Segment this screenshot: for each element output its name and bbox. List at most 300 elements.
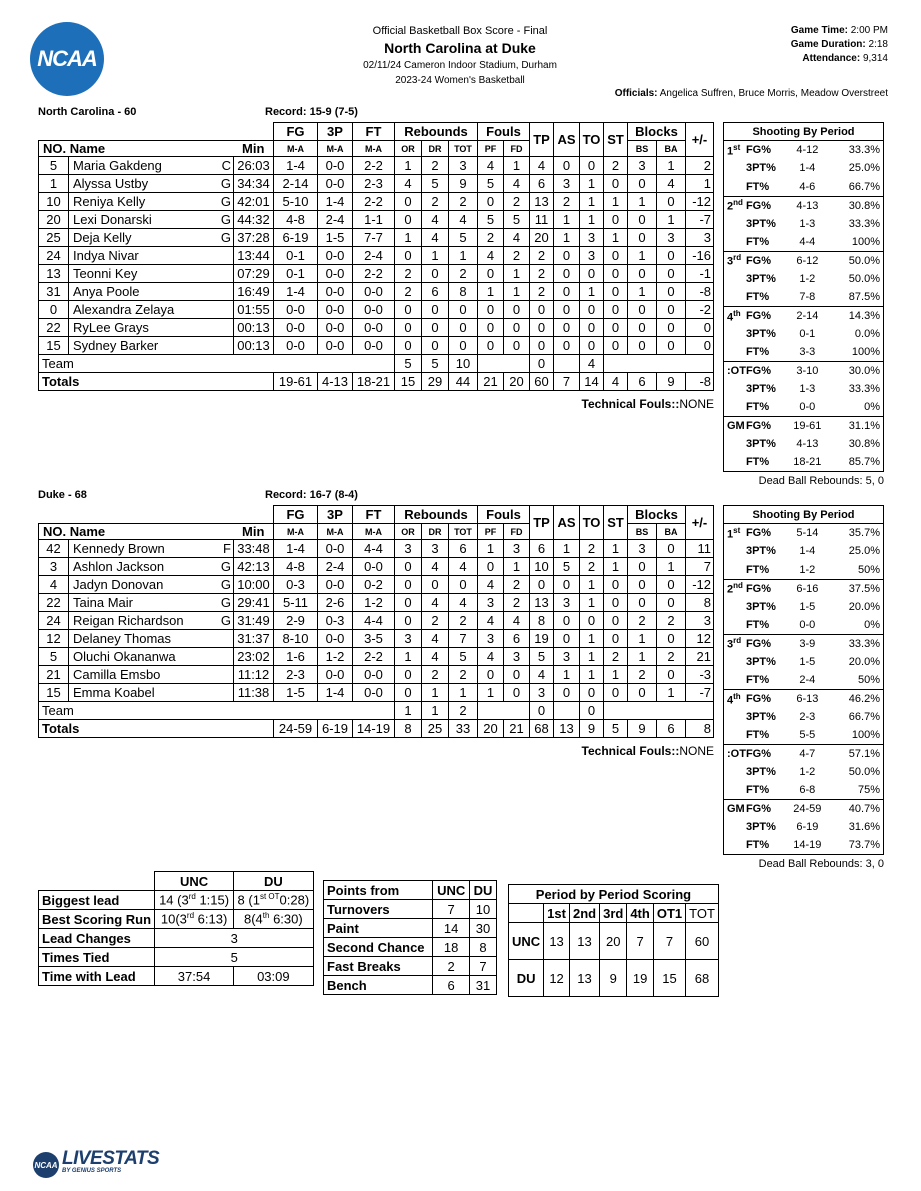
player-dr: 1 — [422, 247, 449, 265]
player-name: Deja Kelly — [69, 229, 219, 247]
team-row — [39, 355, 714, 373]
points-from-unc: 7 — [433, 900, 470, 919]
sbp-row — [724, 454, 884, 472]
player-name: Alyssa Ustby — [69, 175, 219, 193]
dead-ball-rebounds: Dead Ball Rebounds: 3, 0 — [758, 858, 884, 871]
player-pm: -16 — [686, 247, 714, 265]
player-tot: 5 — [449, 229, 478, 247]
player-row — [39, 666, 714, 684]
points-from-du: 31 — [470, 976, 497, 995]
player-pf: 1 — [478, 283, 504, 301]
team-section-unc — [38, 106, 714, 411]
sbp-row — [724, 233, 884, 251]
sbp-made-attempted: 4-7 — [784, 745, 831, 763]
technical-fouls — [38, 397, 714, 411]
player-number: 31 — [39, 283, 69, 301]
period-score: 68 — [686, 960, 719, 997]
player-tp3: 0-0 — [318, 630, 353, 648]
period-team: UNC — [509, 923, 544, 960]
player-number: 1 — [39, 175, 69, 193]
totals-tot: 33 — [449, 720, 478, 738]
as-header: AS — [554, 123, 580, 157]
points-from-unc: 2 — [433, 957, 470, 976]
player-ba: 0 — [657, 283, 686, 301]
player-pm: 12 — [686, 630, 714, 648]
player-dr: 0 — [422, 301, 449, 319]
player-pf: 0 — [478, 666, 504, 684]
player-position: C — [219, 157, 234, 175]
player-tp3: 0-0 — [318, 247, 353, 265]
period-score: 20 — [600, 923, 627, 960]
sbp-made-attempted: 4-12 — [796, 144, 819, 157]
sbp-period — [724, 653, 746, 671]
sbp-stat-label: FT% — [745, 839, 770, 852]
fg-ma-header: M-A — [274, 524, 318, 540]
dr-header: DR — [422, 524, 449, 540]
sbp-stat-label: 3PT% — [745, 272, 776, 285]
sbp-percentage: 30.0% — [831, 362, 884, 380]
player-or: 3 — [395, 630, 422, 648]
player-name: Sydney Barker — [69, 337, 219, 355]
player-bs: 0 — [628, 265, 657, 283]
game-time-label: Game Time: — [790, 25, 848, 36]
no-name-header: NO. Name — [39, 141, 234, 157]
player-dr: 4 — [422, 594, 449, 612]
sbp-row — [724, 196, 884, 214]
sbp-made-attempted: 19-61 — [784, 417, 831, 435]
sbp-row — [724, 380, 884, 398]
player-ba: 0 — [657, 540, 686, 558]
points-from-unc: 14 — [433, 919, 470, 938]
player-to: 3 — [580, 247, 604, 265]
totals-fd: 20 — [504, 373, 530, 391]
player-ba: 1 — [657, 211, 686, 229]
player-to: 2 — [580, 540, 604, 558]
player-fd: 4 — [504, 229, 530, 247]
sbp-stat-label: FG% — [746, 579, 784, 597]
period-score: 9 — [600, 960, 627, 997]
sbp-period — [724, 380, 746, 398]
sbp-period — [724, 398, 746, 416]
period-scoring-table — [508, 884, 719, 997]
sbp-percentage: 46.2% — [831, 689, 884, 707]
player-fg: 8-10 — [274, 630, 318, 648]
ncaa-small-logo: NCAA — [33, 1152, 59, 1178]
player-position — [219, 265, 234, 283]
player-fd: 0 — [504, 337, 530, 355]
player-to: 0 — [580, 301, 604, 319]
team-or: 1 — [395, 702, 422, 720]
sbp-percentage: 20.0% — [848, 655, 880, 668]
sbp-percentage: 31.1% — [831, 417, 884, 435]
time-lead-unc: 37:54 — [155, 967, 233, 986]
player-pm: 8 — [686, 594, 714, 612]
player-name: Taina Mair — [69, 594, 219, 612]
player-fd: 6 — [504, 630, 530, 648]
player-pf: 1 — [478, 540, 504, 558]
technical-fouls — [38, 744, 714, 758]
sbp-row — [724, 306, 884, 324]
sbp-percentage: 66.7% — [848, 710, 880, 723]
sbp-stat-label: FG% — [746, 362, 784, 380]
fouls-header: Fouls — [478, 123, 530, 141]
player-pf: 2 — [478, 229, 504, 247]
period-score: 60 — [686, 923, 719, 960]
player-tp: 4 — [530, 666, 554, 684]
player-pm: -7 — [686, 684, 714, 702]
player-tp3: 1-4 — [318, 193, 353, 211]
player-position — [219, 684, 234, 702]
player-bs: 2 — [628, 612, 657, 630]
sbp-percentage: 87.5% — [848, 290, 880, 303]
blank-header — [39, 123, 274, 141]
player-bs: 0 — [628, 229, 657, 247]
totals-pf: 21 — [478, 373, 504, 391]
player-fg: 5-11 — [274, 594, 318, 612]
player-tp: 13 — [530, 193, 554, 211]
team-or: 5 — [395, 355, 422, 373]
sbp-percentage: 57.1% — [831, 745, 884, 763]
or-header: OR — [395, 524, 422, 540]
fd-header: FD — [504, 141, 530, 157]
times-tied: 5 — [155, 948, 314, 967]
shooting-by-period-duke — [723, 505, 884, 870]
sbp-made-attempted: 0-0 — [799, 618, 816, 631]
sbp-period-suffix: th — [733, 691, 741, 701]
player-pm: -12 — [686, 193, 714, 211]
player-name: Alexandra Zelaya — [69, 301, 219, 319]
player-bs: 0 — [628, 558, 657, 576]
player-bs: 3 — [628, 157, 657, 175]
sbp-row — [724, 362, 884, 380]
player-as: 0 — [554, 576, 580, 594]
sbp-percentage: 14.3% — [831, 306, 884, 324]
player-bs: 1 — [628, 630, 657, 648]
sbp-period — [724, 542, 746, 560]
sbp-made-attempted: 1-3 — [799, 217, 816, 230]
player-ft: 0-0 — [353, 666, 395, 684]
totals-label: Totals — [39, 720, 274, 738]
ft-ma-header: M-A — [353, 141, 395, 157]
sbp-made-attempted: 0-0 — [799, 401, 816, 414]
box-score-table — [38, 505, 714, 738]
player-st: 1 — [604, 666, 628, 684]
player-as: 0 — [554, 157, 580, 175]
sbp-made-attempted: 2-3 — [799, 710, 816, 723]
bs-header: BS — [628, 141, 657, 157]
player-as: 0 — [554, 612, 580, 630]
player-fd: 0 — [504, 684, 530, 702]
player-as: 1 — [554, 666, 580, 684]
sbp-row — [724, 343, 884, 361]
sbp-made-attempted: 1-5 — [799, 600, 816, 613]
player-st: 0 — [604, 301, 628, 319]
player-or: 2 — [395, 265, 422, 283]
player-pm: -7 — [686, 211, 714, 229]
sbp-made-attempted: 3-10 — [784, 362, 831, 380]
lead-changes-label: Lead Changes — [39, 929, 155, 948]
player-st: 1 — [604, 229, 628, 247]
sbp-made-attempted: 3-9 — [784, 634, 831, 652]
ft-header: FT — [353, 123, 395, 141]
sbp-made-attempted: 24-59 — [784, 800, 831, 818]
game-stats-table — [38, 871, 314, 986]
sbp-period — [724, 745, 746, 763]
totals-bs: 9 — [628, 720, 657, 738]
totals-dr: 29 — [422, 373, 449, 391]
livestats-brand: LIVESTATS — [62, 1148, 160, 1169]
player-ba: 0 — [657, 319, 686, 337]
sbp-stat-label: 3PT% — [745, 438, 776, 451]
player-name: Kennedy Brown — [69, 540, 219, 558]
team-record: Record: 16-7 (8-4) — [265, 489, 358, 501]
sbp-made-attempted: 6-16 — [784, 579, 831, 597]
player-tp3: 1-5 — [318, 229, 353, 247]
player-ft: 1-2 — [353, 594, 395, 612]
sbp-period — [724, 616, 746, 634]
sbp-row — [724, 251, 884, 269]
sbp-period-label: 3 — [727, 256, 734, 268]
team-row — [39, 702, 714, 720]
player-tp3: 0-0 — [318, 265, 353, 283]
points-from-header-unc: UNC — [433, 881, 470, 900]
blank-header — [39, 506, 274, 524]
player-ba: 0 — [657, 666, 686, 684]
player-as: 0 — [554, 630, 580, 648]
min-header: Min — [234, 524, 274, 540]
player-fg: 1-6 — [274, 648, 318, 666]
team-rest-blank — [604, 702, 714, 720]
player-number: 10 — [39, 193, 69, 211]
period-scoring-row — [509, 960, 719, 997]
player-ft: 0-2 — [353, 576, 395, 594]
team-fouls-blank — [478, 702, 530, 720]
technical-fouls-value: NONE — [679, 397, 714, 411]
sbp-percentage: 0.0% — [854, 327, 880, 340]
period-score: 13 — [544, 923, 570, 960]
box-score-table — [38, 122, 714, 391]
player-ft: 0-0 — [353, 319, 395, 337]
player-name: RyLee Grays — [69, 319, 219, 337]
sbp-percentage: 40.7% — [831, 800, 884, 818]
player-as: 1 — [554, 540, 580, 558]
player-tp3: 0-0 — [318, 576, 353, 594]
livestats-sub: BY GENIUS SPORTS — [62, 1168, 122, 1174]
sbp-period — [724, 435, 746, 453]
period-score: 7 — [653, 923, 685, 960]
player-pm: 3 — [686, 229, 714, 247]
3p-header: 3P — [318, 123, 353, 141]
player-dr: 6 — [422, 283, 449, 301]
times-tied-label: Times Tied — [39, 948, 155, 967]
player-or: 0 — [395, 594, 422, 612]
sbp-row — [724, 616, 884, 634]
points-from-row — [324, 919, 497, 938]
player-or: 4 — [395, 175, 422, 193]
3p-header: 3P — [318, 506, 353, 524]
totals-pm: -8 — [686, 373, 714, 391]
player-number: 20 — [39, 211, 69, 229]
sbp-stat-label: FG% — [746, 634, 784, 652]
sbp-made-attempted: 6-12 — [784, 251, 831, 269]
player-pm: -8 — [686, 283, 714, 301]
player-ba: 0 — [657, 301, 686, 319]
player-tp: 20 — [530, 229, 554, 247]
player-ft: 0-0 — [353, 301, 395, 319]
no-name-header: NO. Name — [39, 524, 234, 540]
sbp-stat-label: FT% — [745, 346, 770, 359]
sbp-percentage: 33.3% — [848, 217, 880, 230]
player-row — [39, 175, 714, 193]
player-tot: 4 — [449, 558, 478, 576]
player-tp3: 2-4 — [318, 211, 353, 229]
player-bs: 0 — [628, 594, 657, 612]
player-minutes: 07:29 — [234, 265, 274, 283]
player-position — [219, 319, 234, 337]
player-bs: 0 — [628, 684, 657, 702]
player-name: Delaney Thomas — [69, 630, 219, 648]
sbp-stat-label: FT% — [745, 784, 770, 797]
player-ba: 1 — [657, 684, 686, 702]
player-row — [39, 211, 714, 229]
player-row — [39, 612, 714, 630]
player-st: 2 — [604, 157, 628, 175]
player-pf: 0 — [478, 337, 504, 355]
player-dr: 1 — [422, 684, 449, 702]
sbp-period — [724, 837, 746, 855]
player-fg: 2-14 — [274, 175, 318, 193]
plus-minus-header: +/- — [686, 506, 714, 540]
sbp-made-attempted: 0-1 — [799, 327, 816, 340]
sbp-row — [724, 818, 884, 836]
player-fg: 6-19 — [274, 229, 318, 247]
header-row-1 — [39, 123, 714, 141]
sbp-made-attempted: 4-4 — [799, 235, 816, 248]
player-tot: 0 — [449, 301, 478, 319]
player-row — [39, 558, 714, 576]
player-tot: 2 — [449, 666, 478, 684]
player-fd: 0 — [504, 319, 530, 337]
bs-header: BS — [628, 524, 657, 540]
player-ba: 0 — [657, 576, 686, 594]
player-pm: -1 — [686, 265, 714, 283]
points-from-unc: 6 — [433, 976, 470, 995]
points-from-label: Bench — [324, 976, 433, 995]
points-from-unc: 18 — [433, 938, 470, 957]
player-tp: 2 — [530, 265, 554, 283]
player-fd: 2 — [504, 193, 530, 211]
period-header: TOT — [686, 904, 719, 923]
player-minutes: 23:02 — [234, 648, 274, 666]
player-bs: 2 — [628, 666, 657, 684]
period-header: 2nd — [569, 904, 599, 923]
player-tp3: 0-0 — [318, 666, 353, 684]
sbp-stat-label: FG% — [745, 527, 772, 540]
ba-header: BA — [657, 141, 686, 157]
player-tp: 0 — [530, 319, 554, 337]
player-fg: 0-3 — [274, 576, 318, 594]
player-ft: 2-2 — [353, 157, 395, 175]
player-number: 24 — [39, 247, 69, 265]
sbp-made-attempted: 1-5 — [799, 655, 816, 668]
player-ft: 2-3 — [353, 175, 395, 193]
sbp-stat-label: FT% — [745, 180, 770, 193]
player-dr: 0 — [422, 265, 449, 283]
player-to: 1 — [580, 630, 604, 648]
team-to: 4 — [580, 355, 604, 373]
sbp-period — [724, 818, 746, 836]
player-to: 0 — [580, 337, 604, 355]
ncaa-logo — [30, 22, 104, 96]
sbp-made-attempted: 4-13 — [784, 196, 831, 214]
team-row-label: Team — [39, 702, 395, 720]
player-pf: 4 — [478, 612, 504, 630]
sbp-made-attempted: 1-2 — [799, 766, 816, 779]
player-pm: -3 — [686, 666, 714, 684]
technical-fouls-label: Technical Fouls:: — [581, 744, 680, 758]
player-or: 0 — [395, 684, 422, 702]
sbp-made-attempted: 6-19 — [796, 821, 819, 834]
player-pf: 0 — [478, 301, 504, 319]
sbp-stat-label: 3PT% — [745, 217, 776, 230]
player-fg: 4-8 — [274, 211, 318, 229]
ft-header: FT — [353, 506, 395, 524]
player-tot: 7 — [449, 630, 478, 648]
fg-ma-header: M-A — [274, 141, 318, 157]
player-position — [219, 247, 234, 265]
sbp-row — [724, 417, 884, 435]
player-row — [39, 630, 714, 648]
player-st: 2 — [604, 648, 628, 666]
sbp-title-row — [724, 506, 884, 524]
player-minutes: 00:13 — [234, 319, 274, 337]
pf-header: PF — [478, 141, 504, 157]
player-to: 3 — [580, 229, 604, 247]
player-as: 1 — [554, 211, 580, 229]
player-tp: 19 — [530, 630, 554, 648]
player-tp: 4 — [530, 157, 554, 175]
player-st: 0 — [604, 594, 628, 612]
points-from-label: Fast Breaks — [324, 957, 433, 976]
player-minutes: 16:49 — [234, 283, 274, 301]
player-st: 1 — [604, 558, 628, 576]
player-tp: 11 — [530, 211, 554, 229]
player-or: 0 — [395, 247, 422, 265]
player-to: 0 — [580, 319, 604, 337]
player-st: 0 — [604, 283, 628, 301]
team-header-row — [38, 106, 714, 122]
player-tot: 2 — [449, 612, 478, 630]
sbp-period — [724, 597, 746, 615]
sbp-made-attempted: 1-3 — [799, 383, 816, 396]
player-number: 21 — [39, 666, 69, 684]
or-header: OR — [395, 141, 422, 157]
sbp-stat-label: 3PT% — [745, 545, 776, 558]
player-or: 0 — [395, 337, 422, 355]
sbp-row — [724, 159, 884, 177]
player-tp: 2 — [530, 247, 554, 265]
player-row — [39, 576, 714, 594]
player-st: 0 — [604, 211, 628, 229]
team-to: 0 — [580, 702, 604, 720]
game-info — [791, 24, 888, 66]
header-row-1 — [39, 506, 714, 524]
sbp-stat-label: FG% — [746, 196, 784, 214]
sbp-period — [724, 671, 746, 689]
to-header: TO — [580, 506, 604, 540]
player-ba: 2 — [657, 648, 686, 666]
player-to: 0 — [580, 612, 604, 630]
